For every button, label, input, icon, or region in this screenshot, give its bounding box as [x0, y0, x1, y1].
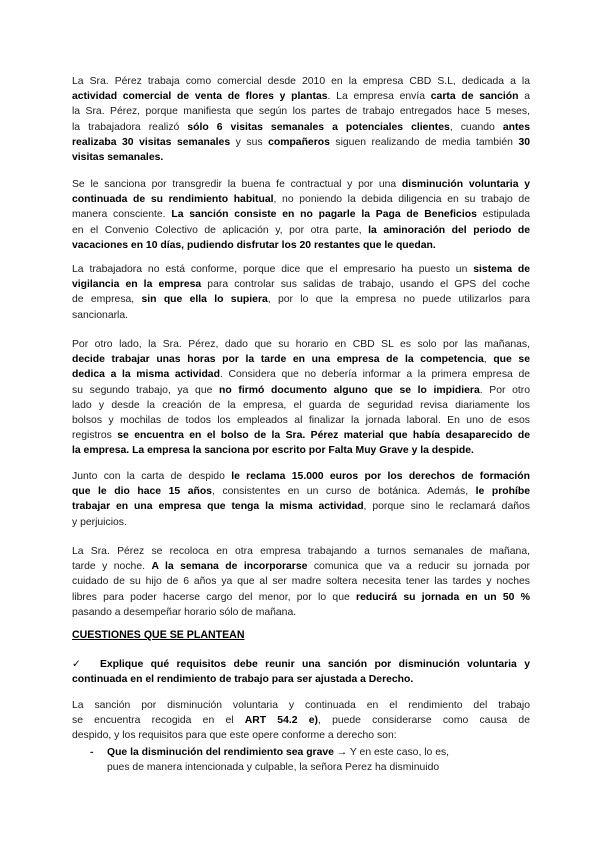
text-run: pues de manera intencionada y culpable, la señora Perez ha disminuido: [107, 762, 440, 774]
text-line: [72, 559, 530, 574]
bold-text: disminución voluntaria y: [401, 179, 530, 190]
text-run: La Sra. Pérez se recoloca en otra empresa trabajando a turnos semanales de mañana,: [72, 546, 530, 557]
text-run: a: [518, 91, 530, 103]
text-line: [72, 728, 530, 743]
text-run: de empresa,: [72, 294, 142, 306]
bold-text: antes: [502, 121, 530, 133]
text-line: [72, 292, 530, 307]
bold-text: 30: [518, 136, 530, 148]
bold-text: no firmó documento alguno que se lo impidiera: [219, 384, 480, 396]
bold-text: sin que ella lo supiera: [141, 294, 268, 306]
text-run: , cuando: [449, 121, 503, 133]
text-line: [72, 428, 530, 443]
text-line: [72, 499, 530, 514]
text-run: se encuentra recogida en el: [72, 715, 245, 727]
text-line: [72, 120, 530, 135]
text-line: [72, 74, 530, 89]
question-block: [72, 657, 530, 687]
text-run: La trabajadora no está conforme, porque dice que el empresario ha puesto un: [72, 264, 474, 275]
text-line: [72, 262, 530, 277]
text-line: [72, 177, 530, 192]
text-line: [72, 590, 530, 605]
text-line: [72, 337, 530, 352]
text-run: despido, y los requisitos para que este opere conforme a derecho son:: [72, 730, 397, 742]
paragraph-1: [72, 74, 530, 165]
bold-text: actividad comercial de venta de flores y plantas: [72, 91, 328, 103]
text-run: comunica que va a reducir su jornada por: [307, 561, 530, 573]
text-line: [72, 484, 530, 499]
paragraph-2: [72, 177, 530, 253]
paragraph-5: [72, 469, 530, 530]
text-line: [72, 605, 530, 620]
bold-text: sólo 6 visitas semanales a potenciales clientes: [187, 121, 450, 133]
question-line-2: continuada en el rendimiento de trabajo para ser ajustada a Derecho.: [72, 674, 414, 686]
text-run: ,: [483, 354, 494, 366]
text-run: Junto con la carta de despido: [72, 471, 232, 482]
text-run: estipulada: [476, 209, 531, 221]
bold-text: reducirá su jornada en un 50 %: [356, 591, 530, 603]
bullet-text: [107, 745, 530, 775]
bold-text: La empresa la sanciona por escrito por Falta Muy Grave y la despide.: [132, 445, 474, 457]
bold-text: sistema de: [473, 264, 530, 275]
text-line: [72, 207, 530, 222]
bold-text: que se: [493, 354, 530, 366]
text-run: , puede considerarse como causa de: [317, 715, 530, 727]
bold-text: trabajar en una empresa que tenga la misma actividad: [72, 501, 364, 513]
text-run: La Sra. Pérez trabaja como comercial desde 2010 en la empresa CBD S.L, dedicada a la: [72, 76, 530, 87]
text-run: y perjuicios.: [72, 516, 127, 528]
bold-text: ART 54.2 e): [244, 715, 318, 727]
text-line: [107, 760, 530, 775]
bold-text: Que la disminución del rendimiento sea grave: [107, 747, 334, 758]
text-run: libres para poder hacerse cargo del menor, por lo que: [72, 591, 357, 603]
text-run: para controlar sus salidas de trabajo, usando el GPS del coche: [201, 279, 530, 291]
text-run: tarde y noche.: [72, 561, 152, 573]
text-run: cuidado de su hijo de 6 años ya que al ser madre soltera necesita tener las tardes y noches: [72, 576, 530, 588]
text-line: [72, 352, 530, 367]
bold-text: que le dio hace 15 años: [72, 486, 212, 498]
bold-text: realizaba 30 visitas semanales: [72, 136, 231, 148]
bold-text: la empresa.: [72, 445, 130, 457]
bold-text: vacaciones en 10 días, pudiendo disfrutar los 20 restantes que le quedan.: [72, 239, 436, 251]
text-line: [72, 192, 530, 207]
text-line: [72, 89, 530, 104]
text-run: sancionarla.: [72, 309, 129, 321]
text-run: Se le sanciona por transgredir la buena fe contractual y por una: [72, 179, 402, 190]
text-run: . Considera que no debería informar a la primera empresa de: [219, 369, 531, 381]
bold-text: A la semana de incorporarse: [151, 561, 308, 573]
text-line: [72, 413, 530, 428]
text-line: [72, 574, 530, 589]
text-run: Por otro lado, la Sra. Pérez, dado que su horario en CBD SL es solo por las mañanas,: [72, 339, 530, 350]
text-line: [72, 104, 530, 119]
text-run: lado y desde la creación de la empresa, el guarda de seguridad revisa diariamente los: [72, 399, 530, 411]
text-run: → Y en este caso, lo es,: [333, 747, 450, 758]
bold-text: decide trabajar unas horas por la tarde en una empresa de la competencia: [72, 354, 484, 366]
bold-text: le prohíbe: [475, 486, 530, 498]
text-run: siguen realizando de media también: [329, 136, 519, 148]
text-line: [72, 238, 530, 253]
bold-text: la aminoración del periodo de: [368, 224, 530, 236]
bold-text: continuada de su rendimiento habitual: [72, 194, 274, 206]
text-run: . La empresa envía: [327, 91, 431, 103]
text-run: la trabajadora realizó: [72, 121, 188, 133]
text-line: [72, 515, 530, 530]
text-line: [72, 713, 530, 728]
text-run: , consistentes en un curso de botánica. Además,: [211, 486, 476, 498]
text-run: bolsos y mochilas de todos los empleados al finalizar la jornada laboral. En uno de esos: [72, 415, 530, 427]
text-run: su segundo trabajo, ya que: [72, 384, 220, 396]
bold-text: dedica a la misma actividad: [72, 369, 220, 381]
text-line: [72, 398, 530, 413]
text-line: [72, 469, 530, 484]
bold-text: compañeros: [268, 136, 330, 148]
bold-text: le reclama 15.000 euros por los derechos de formación: [231, 471, 530, 482]
paragraph-4: [72, 337, 530, 459]
text-line: [72, 443, 530, 458]
text-line: [72, 150, 530, 165]
paragraph-3: [72, 262, 530, 323]
text-line: [72, 383, 530, 398]
text-line: [72, 277, 530, 292]
bold-text: carta de sanción: [430, 91, 519, 103]
text-line: [72, 698, 530, 713]
answer-paragraph: [72, 698, 530, 744]
text-run: manera consciente.: [72, 209, 172, 221]
paragraph-6: [72, 544, 530, 620]
bold-text: visitas semanales.: [72, 152, 164, 164]
checkmark-icon: ✓: [72, 659, 86, 670]
question-line-1: ✓ Explique qué requisitos debe reunir una sanción por disminución voluntaria y: [72, 659, 530, 670]
text-line: [72, 223, 530, 238]
text-run: y sus: [230, 136, 269, 148]
dash-bullet: -: [90, 747, 94, 758]
text-run: la Sra. Pérez, porque manifiesta que según los partes de trabajo entregados hace 5 meses,: [72, 106, 530, 118]
bold-text: La sanción consiste en no pagarle la Paga de Beneficios: [171, 209, 477, 221]
bold-text: se encuentra en el bolso de la Sra. Pérez material que había desaparecido de: [117, 430, 530, 442]
text-run: . Por otro: [479, 384, 531, 396]
text-run: , no poniendo la debida diligencia en su trabajo de: [273, 194, 530, 206]
text-run: , por lo que la empresa no puede utilizarlos para: [267, 294, 530, 306]
section-heading: CUESTIONES QUE SE PLANTEAN: [72, 629, 245, 641]
text-run: pasando a desempeñar horario sólo de mañana.: [72, 606, 297, 618]
text-run: en el Convenio Colectivo de aplicación y, por otra parte,: [72, 224, 369, 236]
text-run: registros: [72, 430, 118, 442]
text-line: [72, 367, 530, 382]
text-line: [72, 308, 530, 323]
text-line: [72, 544, 530, 559]
text-run: La sanción por disminución voluntaria y continuada en el rendimiento del trabajo: [72, 700, 530, 711]
text-run: , porque sino le reclamará daños: [363, 501, 530, 513]
text-line: [107, 745, 530, 760]
text-line: [72, 135, 530, 150]
bold-text: vigilancia en la empresa: [72, 279, 202, 291]
